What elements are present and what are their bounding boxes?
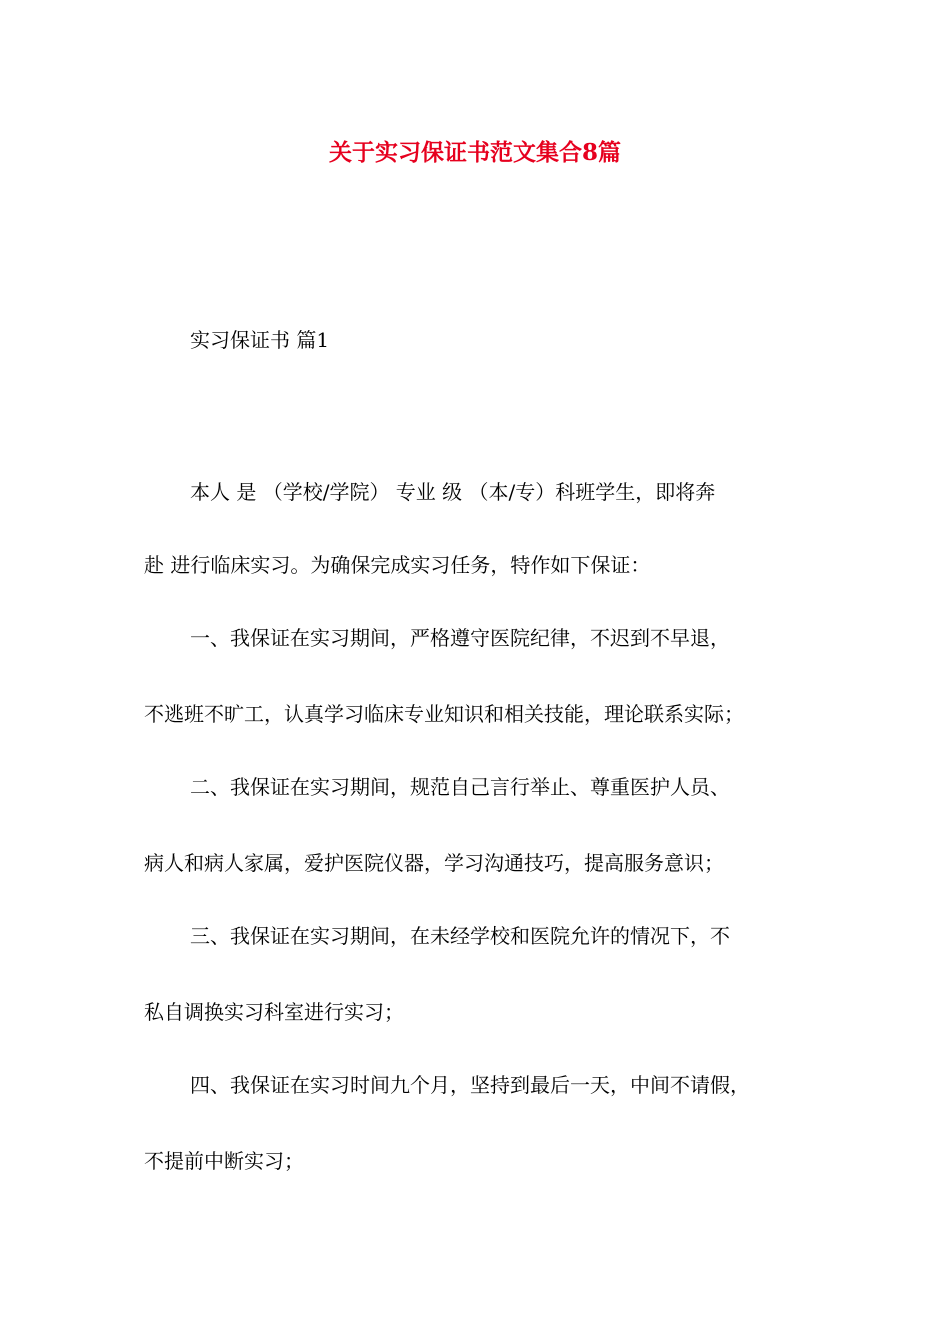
paragraph-line: 二、我保证在实习期间，规范自己言行举止、尊重医护人员、 <box>190 775 730 799</box>
paragraph-line: 不逃班不旷工，认真学习临床专业知识和相关技能，理论联系实际； <box>144 702 744 726</box>
paragraph-line: 本人 是 （学校/学院） 专业 级 （本/专）科班学生，即将奔 <box>190 480 716 504</box>
paragraph-line: 三、我保证在实习期间，在未经学校和医院允许的情况下，不 <box>190 924 730 948</box>
paragraph-line: 病人和病人家属，爱护医院仪器，学习沟通技巧，提高服务意识； <box>144 851 724 875</box>
paragraph-line: 私自调换实习科室进行实习； <box>144 1000 404 1024</box>
section-heading: 实习保证书 篇1 <box>190 328 330 352</box>
paragraph-line: 不提前中断实习； <box>144 1149 304 1173</box>
document-title: 关于实习保证书范文集合8篇 <box>328 139 621 166</box>
paragraph-line: 四、我保证在实习时间九个月，坚持到最后一天，中间不请假， <box>190 1073 750 1097</box>
paragraph-line: 一、我保证在实习期间，严格遵守医院纪律，不迟到不早退， <box>190 626 730 650</box>
paragraph-line: 赴 进行临床实习。为确保完成实习任务，特作如下保证： <box>144 553 651 577</box>
